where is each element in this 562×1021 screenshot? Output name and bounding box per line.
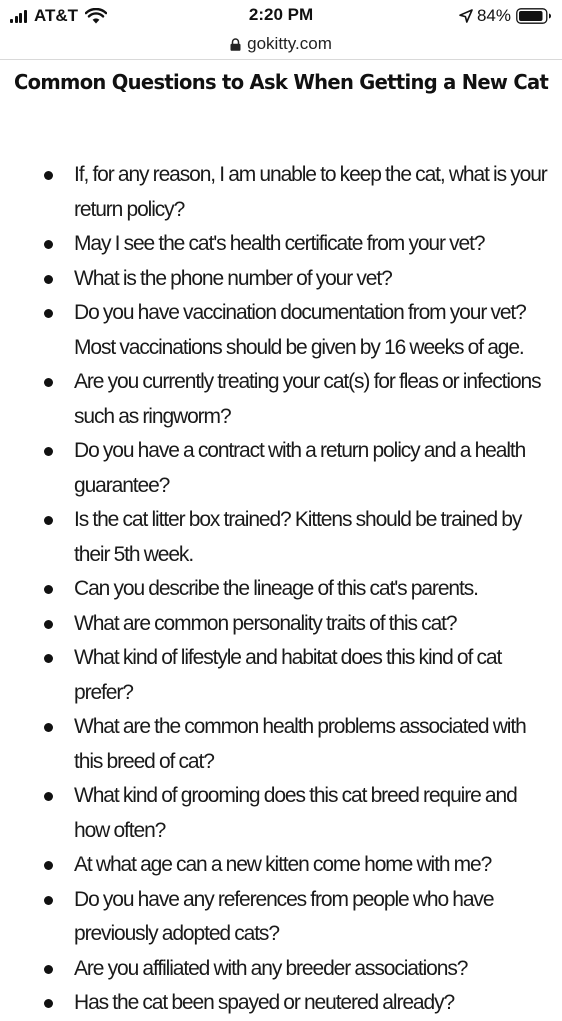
question-item: What are the common health problems associated with this breed of cat?: [0, 710, 562, 779]
url-bar-divider: [0, 59, 562, 60]
carrier-name: AT&T: [34, 6, 79, 25]
question-item: Are you affiliated with any breeder associations?: [0, 952, 562, 987]
status-bar: [0, 0, 562, 30]
lock-icon: [230, 38, 241, 51]
question-item: Can you describe the lineage of this cat's parents.: [0, 572, 562, 607]
question-list: [0, 158, 562, 1021]
status-time: 2:20 PM: [248, 5, 314, 24]
question-item: May I see the cat's health certificate from your vet?: [0, 227, 562, 262]
question-item: At what age can a new kitten come home with me?: [0, 848, 562, 883]
question-item: Has the cat been spayed or neutered already?: [0, 986, 562, 1021]
location-icon: [459, 9, 473, 23]
page-title: Common Questions to Ask When Getting a New Cat: [14, 70, 549, 94]
question-item: What kind of grooming does this cat breed require and how often?: [0, 779, 562, 848]
question-item: What kind of lifestyle and habitat does this kind of cat prefer?: [0, 641, 562, 710]
status-right-group: [459, 6, 552, 26]
question-item: What are common personality traits of this cat?: [0, 607, 562, 642]
question-item: What is the phone number of your vet?: [0, 262, 562, 297]
question-item: If, for any reason, I am unable to keep the cat, what is your return policy?: [0, 158, 562, 227]
question-item: Do you have any references from people who have previously adopted cats?: [0, 883, 562, 952]
question-item: Do you have a contract with a return policy and a health guarantee?: [0, 434, 562, 503]
battery-percentage: 84%: [476, 6, 511, 25]
url-bar[interactable]: [0, 30, 562, 58]
question-item: Do you have vaccination documentation from your vet? Most vaccinations should be given by 16 weeks of age.: [0, 296, 562, 365]
question-item: Is the cat litter box trained? Kittens should be trained by their 5th week.: [0, 503, 562, 572]
battery-icon: [516, 8, 552, 24]
question-item: Are you currently treating your cat(s) for fleas or infections such as ringworm?: [0, 365, 562, 434]
url-text[interactable]: gokitty.com: [247, 34, 332, 53]
